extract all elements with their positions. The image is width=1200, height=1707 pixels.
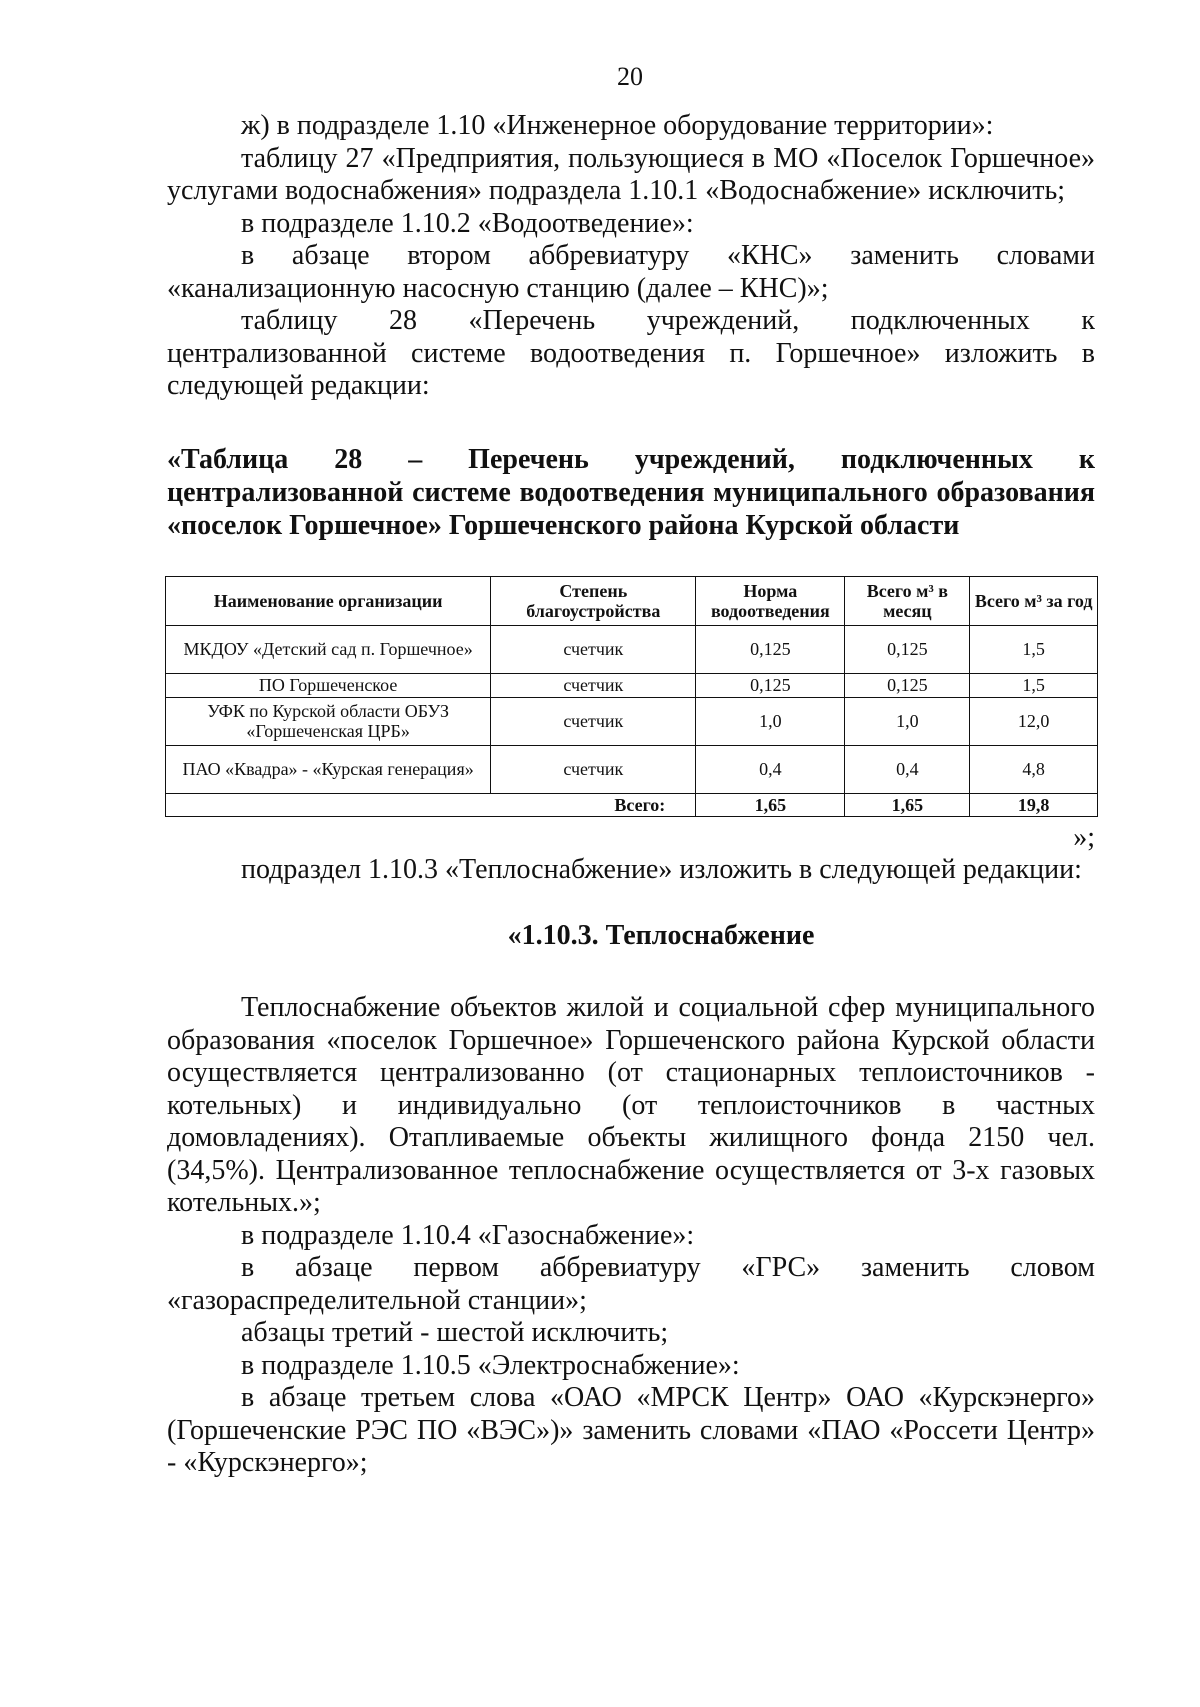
cell-total-per-month: 1,65 bbox=[845, 793, 970, 816]
section-title: «1.10.3. Теплоснабжение bbox=[507, 919, 815, 951]
table-heading: «Таблица 28 – Перечень учреждений, подключенных к централизованной системе водоотведения муниципального образования «поселок Горшечное» Горшеченского района Курской области bbox=[167, 443, 1095, 541]
paragraph-heat-supply: Теплоснабжение объектов жилой и социальной сфер муниципального образования «поселок Горшечное» Горшеченского района Курской области осуществляется централизованно (от стационарных теплоисточников - котельных) и индивидуально (от теплоисточников в частных домовладениях). Отапливаемые объекты жилищного фонда 2150 чел. (34,5%). Централизованное теплоснабжение осуществляется от 3-х газовых котельных.»; bbox=[167, 992, 1095, 1218]
cell-total-per-year: 19,8 bbox=[970, 793, 1098, 816]
cell-organization: ПО Горшеченское bbox=[166, 673, 491, 697]
table-row bbox=[166, 745, 1098, 793]
page-number: 20 bbox=[617, 62, 643, 91]
document-body bbox=[167, 110, 1095, 1480]
paragraph-exclude-paragraphs: абзацы третий - шестой исключить; bbox=[241, 1317, 669, 1348]
cell-degree: счетчик bbox=[491, 625, 696, 673]
cell-organization: УФК по Курской области ОБУЗ «Горшеченская ЦРБ» bbox=[166, 697, 491, 745]
cell-norm: 0,125 bbox=[696, 625, 845, 673]
cell-total-norm: 1,65 bbox=[696, 793, 845, 816]
cell-total-label: Всего: bbox=[166, 793, 696, 816]
table-row bbox=[166, 625, 1098, 673]
paragraph-subsection-1-10-3: подраздел 1.10.3 «Теплоснабжение» изложить в следующей редакции: bbox=[241, 854, 1082, 885]
cell-organization: МКДОУ «Детский сад п. Горшечное» bbox=[166, 625, 491, 673]
table-row bbox=[166, 673, 1098, 697]
wastewater-table-container bbox=[165, 576, 1098, 817]
cell-norm: 1,0 bbox=[696, 697, 845, 745]
header-organization: Наименование организации bbox=[166, 576, 491, 625]
cell-degree: счетчик bbox=[491, 745, 696, 793]
cell-per-year: 12,0 bbox=[970, 697, 1098, 745]
paragraph-subsection-1-10-4: в подразделе 1.10.4 «Газоснабжение»: bbox=[241, 1219, 695, 1251]
cell-norm: 0,125 bbox=[696, 673, 845, 697]
paragraph-table-28-intro: таблицу 28 «Перечень учреждений, подключенных к централизованной системе водоотведения п. Горшечное» изложить в следующей редакции: bbox=[167, 305, 1095, 401]
cell-organization: ПАО «Квадра» - «Курская генерация» bbox=[166, 745, 491, 793]
header-degree: Степень благоустройства bbox=[491, 576, 696, 625]
cell-per-year: 1,5 bbox=[970, 673, 1098, 697]
cell-per-month: 0,4 bbox=[845, 745, 970, 793]
table-header-row bbox=[166, 576, 1098, 625]
paragraph-subsection-1-10-2: в подразделе 1.10.2 «Водоотведение»: bbox=[241, 207, 694, 239]
table-row bbox=[166, 697, 1098, 745]
cell-per-month: 0,125 bbox=[845, 625, 970, 673]
cell-per-year: 1,5 bbox=[970, 625, 1098, 673]
paragraph-subsection-1-10-5: в подразделе 1.10.5 «Электроснабжение»: bbox=[241, 1349, 740, 1381]
cell-per-month: 1,0 bbox=[845, 697, 970, 745]
table-total-row bbox=[166, 793, 1098, 816]
cell-per-year: 4,8 bbox=[970, 745, 1098, 793]
cell-degree: счетчик bbox=[491, 673, 696, 697]
paragraph-table-27: таблицу 27 «Предприятия, пользующиеся в МО «Поселок Горшечное» услугами водоснабжения» подраздела 1.10.1 «Водоснабжение» исключить; bbox=[167, 142, 1095, 206]
closing-quote: »; bbox=[1073, 821, 1095, 853]
header-per-year: Всего м³ за год bbox=[970, 576, 1098, 625]
paragraph-subsection-1-10: ж) в подразделе 1.10 «Инженерное оборудование территории»: bbox=[241, 110, 994, 141]
cell-per-month: 0,125 bbox=[845, 673, 970, 697]
paragraph-kns-abbreviation: в абзаце втором аббревиатуру «КНС» заменить словами «канализационную насосную станцию (далее – КНС)»; bbox=[167, 240, 1095, 304]
paragraph-grs-abbreviation: в абзаце первом аббревиатуру «ГРС» заменить словом «газораспределительной станции»; bbox=[167, 1252, 1095, 1316]
header-norm: Норма водоотведения bbox=[696, 576, 845, 625]
paragraph-mrsk-replacement: в абзаце третьем слова «ОАО «МРСК Центр» ОАО «Курскэнерго» (Горшеченские РЭС ПО «ВЭС»)» заменить словами «ПАО «Россети Центр» - «Курскэнерго»; bbox=[167, 1382, 1095, 1478]
wastewater-table bbox=[165, 576, 1098, 817]
cell-norm: 0,4 bbox=[696, 745, 845, 793]
header-per-month: Всего м³ в месяц bbox=[845, 576, 970, 625]
cell-degree: счетчик bbox=[491, 697, 696, 745]
